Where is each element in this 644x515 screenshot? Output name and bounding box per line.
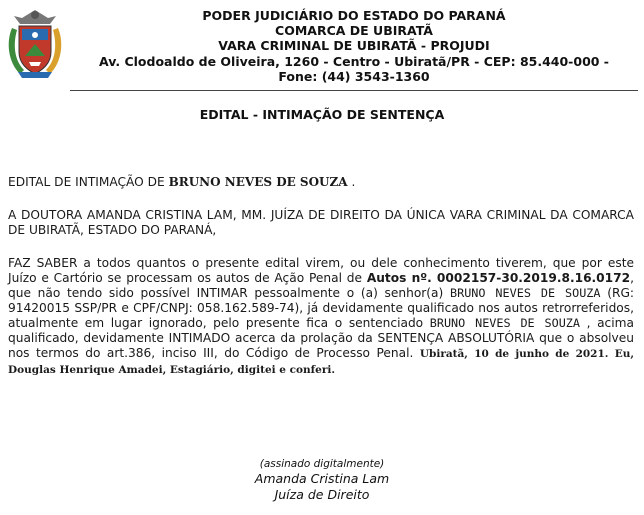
document-header bbox=[0, 0, 644, 92]
judge-paragraph: A DOUTORA AMANDA CRISTINA LAM, MM. JUÍZA DE DIREITO DA ÚNICA VARA CRIMINAL DA COMARCA DE UBIRATÃ, ESTADO DO PARANÁ, bbox=[8, 208, 634, 237]
notice-body-paragraph bbox=[8, 256, 634, 378]
defendant-name-2: BRUNO NEVES DE SOUZA bbox=[429, 316, 580, 330]
case-number: Autos nº. 0002157-30.2019.8.16.0172 bbox=[366, 271, 631, 285]
header-line-comarca: COMARCA DE UBIRATÃ bbox=[275, 23, 433, 39]
signer-name: Amanda Cristina Lam bbox=[254, 471, 390, 486]
body-text-2: , que não tendo sido possível INTIMAR pessoalmente o (a) senhor(a) bbox=[8, 271, 634, 300]
digital-signature-note: (assinado digitalmente) bbox=[259, 458, 385, 470]
signer-role: Juíza de Direito bbox=[274, 487, 370, 502]
parana-coat-of-arms-icon bbox=[4, 6, 66, 82]
recipient-name: BRUNO NEVES DE SOUZA bbox=[168, 175, 348, 189]
header-divider bbox=[70, 90, 638, 91]
header-line-vara: VARA CRIMINAL DE UBIRATÃ - PROJUDI bbox=[218, 38, 490, 54]
court-identification bbox=[72, 8, 636, 84]
notice-recipient-paragraph bbox=[8, 175, 634, 190]
defendant-name-1: BRUNO NEVES DE SOUZA bbox=[449, 286, 601, 300]
recipient-prefix: EDITAL DE INTIMAÇÃO DE bbox=[8, 175, 169, 189]
recipient-suffix: . bbox=[347, 175, 356, 189]
header-line-court: PODER JUDICIÁRIO DO ESTADO DO PARANÁ bbox=[202, 8, 506, 23]
body-text-3: (RG: 91420015 SSP/PR e CPF/CNPJ: 058.162.589-74), já devidamente qualificado nos autos retrorreferidos, atualmente em lugar ignorado, pelo presente fica o sentenciado bbox=[8, 286, 634, 330]
body-text-1: FAZ SABER a todos quantos o presente edital virem, ou dele conhecimento tiverem, que por este Juízo e Cartório se processam os autos de Ação Penal de bbox=[8, 256, 634, 285]
header-line-address: Av. Clodoaldo de Oliveira, 1260 - Centro - Ubiratã/PR - CEP: 85.440-000 - bbox=[99, 53, 609, 69]
header-line-phone: Fone: (44) 3543-1360 bbox=[278, 68, 430, 84]
document-title: EDITAL - INTIMAÇÃO DE SENTENÇA bbox=[199, 107, 445, 122]
body-text-4: , acima qualificado, devidamente INTIMADO acerca da prolação da SENTENÇA ABSOLUTÓRIA que o absolveu nos termos do art.386, inciso III, do Código de Processo Penal. bbox=[8, 316, 634, 360]
closing-statement: Ubiratã, 10 de junho de 2021. Eu, Douglas Henrique Amadei, Estagiário, digitei e conferi. bbox=[8, 348, 634, 376]
signature-block bbox=[0, 457, 644, 503]
